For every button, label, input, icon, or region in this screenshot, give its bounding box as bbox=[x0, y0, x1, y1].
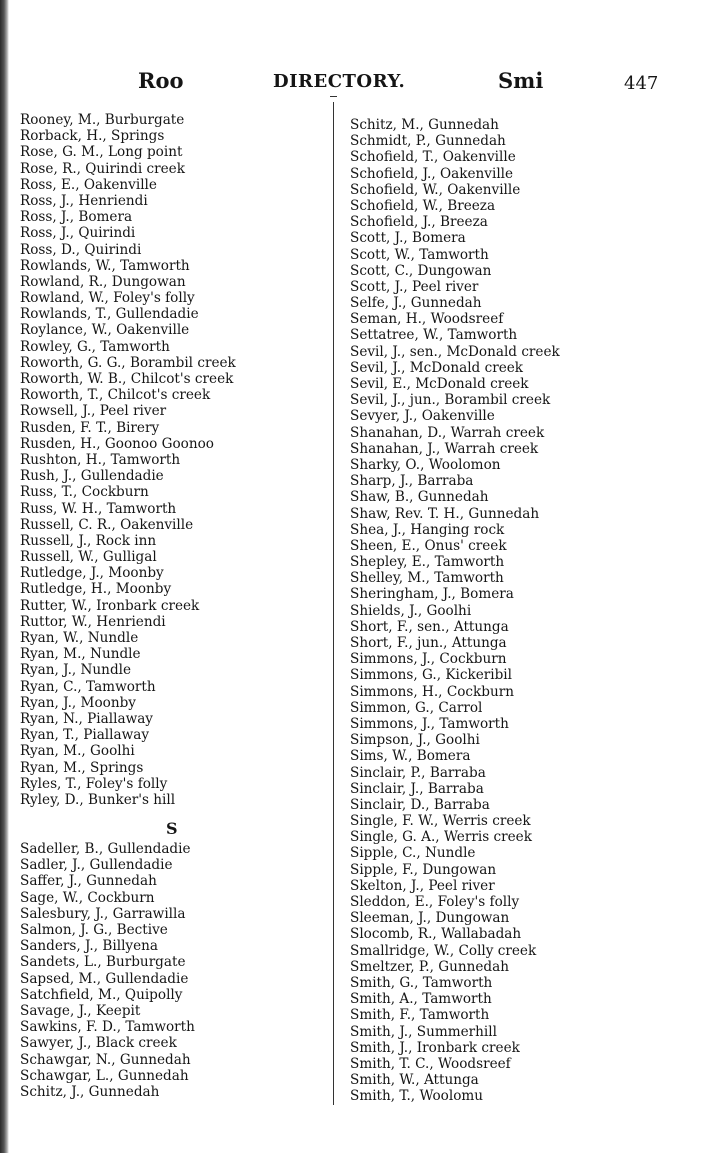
directory-entry: Russell, W., Gulligal bbox=[20, 549, 157, 566]
directory-entry: Smith, G., Tamworth bbox=[350, 974, 493, 991]
directory-entry: Sharp, J., Barraba bbox=[350, 473, 474, 490]
header-left-guide-word: Roo bbox=[138, 68, 184, 93]
left-column bbox=[20, 112, 236, 1100]
directory-entry: Single, G. A., Werris creek bbox=[350, 829, 532, 846]
directory-entry: Ryan, J., Moonby bbox=[20, 694, 136, 711]
directory-entry: Ryan, N., Piallaway bbox=[20, 710, 153, 727]
directory-entry: Rooney, M., Burburgate bbox=[20, 112, 185, 128]
directory-entry: Sevil, J., McDonald creek bbox=[350, 359, 524, 376]
directory-entry: Russ, T., Cockburn bbox=[20, 484, 149, 501]
directory-entry: Sleddon, E., Foley's folly bbox=[350, 894, 520, 910]
directory-entry: Rutter, W., Ironbark creek bbox=[20, 597, 200, 614]
directory-entry: Ryan, W., Nundle bbox=[20, 630, 139, 646]
directory-entry: Smith, J., Summerhill bbox=[350, 1023, 497, 1040]
directory-entry: Smallridge, W., Colly creek bbox=[350, 942, 537, 959]
directory-entry: Roworth, G. G., Borambil creek bbox=[20, 354, 236, 371]
directory-entry: Shelley, M., Tamworth bbox=[350, 570, 504, 587]
header-rule bbox=[330, 96, 337, 97]
directory-entry: Schofield, J., Breeza bbox=[350, 214, 488, 231]
directory-entry: Saffer, J., Gunnedah bbox=[20, 873, 157, 890]
directory-entry: Sadeller, B., Gullendadie bbox=[20, 841, 191, 858]
directory-entry: Sawkins, F. D., Tamworth bbox=[20, 1019, 195, 1036]
directory-entry: Sevil, J., jun., Borambil creek bbox=[350, 392, 551, 409]
directory-entry: Rusden, F. T., Birery bbox=[20, 419, 160, 436]
directory-entry: Shepley, E., Tamworth bbox=[350, 554, 505, 571]
directory-entry: Savage, J., Keepit bbox=[20, 1002, 141, 1019]
directory-entry: Schawgar, L., Gunnedah bbox=[20, 1067, 189, 1084]
directory-entry: Rose, G. M., Long point bbox=[20, 144, 183, 161]
directory-entry: Schmidt, P., Gunnedah bbox=[350, 133, 506, 150]
directory-entry: Satchfield, M., Quipolly bbox=[20, 986, 183, 1003]
directory-entry: Russ, W. H., Tamworth bbox=[20, 500, 177, 517]
directory-entry: Rose, R., Quirindi creek bbox=[20, 160, 185, 177]
directory-entry: Smith, F., Tamworth bbox=[350, 1007, 490, 1024]
directory-entry: Scott, J., Bomera bbox=[350, 230, 466, 247]
directory-entry: Schawgar, N., Gunnedah bbox=[20, 1051, 191, 1068]
directory-entry: Skelton, J., Peel river bbox=[350, 877, 495, 894]
section-spacer bbox=[20, 808, 236, 817]
directory-entry: Simmons, J., Cockburn bbox=[350, 651, 507, 668]
directory-entry: Roworth, T., Chilcot's creek bbox=[20, 387, 211, 404]
directory-entry: Roylance, W., Oakenville bbox=[20, 322, 190, 339]
directory-entry: Shields, J., Goolhi bbox=[350, 602, 472, 619]
directory-entry: Sheringham, J., Bomera bbox=[350, 586, 514, 603]
directory-entry: Ross, J., Henriendi bbox=[20, 192, 148, 209]
directory-entry: Shaw, B., Gunnedah bbox=[350, 489, 489, 506]
directory-entry: Smith, W., Attunga bbox=[350, 1072, 479, 1089]
header-title: DIRECTORY. bbox=[273, 71, 406, 92]
directory-entry: Schitz, J., Gunnedah bbox=[20, 1083, 160, 1100]
directory-entry: Sage, W., Cockburn bbox=[20, 889, 155, 906]
directory-entry: Schofield, W., Oakenville bbox=[350, 181, 521, 198]
directory-entry: Sinclair, D., Barraba bbox=[350, 796, 490, 813]
directory-entry: Schofield, T., Oakenville bbox=[350, 149, 516, 166]
directory-entry: Scott, J., Peel river bbox=[350, 278, 479, 295]
directory-entry: Rowsell, J., Peel river bbox=[20, 403, 167, 420]
directory-entry: Russell, C. R., Oakenville bbox=[20, 516, 194, 533]
right-column bbox=[350, 117, 560, 1104]
directory-entry: Sinclair, P., Barraba bbox=[350, 764, 486, 781]
directory-entry: Ross, J., Bomera bbox=[20, 209, 133, 226]
directory-entry: Rutledge, J., Moonby bbox=[20, 565, 164, 582]
directory-entry: Rushton, H., Tamworth bbox=[20, 451, 181, 468]
directory-entry: Ross, D., Quirindi bbox=[20, 241, 142, 258]
directory-entry: Sawyer, J., Black creek bbox=[20, 1035, 177, 1052]
directory-entry: Seman, H., Woodsreef bbox=[350, 311, 504, 328]
directory-entry: Ryan, M., Nundle bbox=[20, 646, 141, 663]
directory-entry: Shanahan, D., Warrah creek bbox=[350, 424, 545, 441]
directory-entry: Roworth, W. B., Chilcot's creek bbox=[20, 371, 234, 387]
directory-entry: Sanders, J., Billyena bbox=[20, 938, 159, 955]
directory-entry: Rowlands, W., Tamworth bbox=[20, 257, 190, 274]
directory-entry: Scott, C., Dungowan bbox=[350, 262, 492, 279]
directory-entry: Sinclair, J., Barraba bbox=[350, 780, 484, 797]
directory-entry: Rusden, H., Goonoo Goonoo bbox=[20, 435, 214, 452]
directory-entry: Simmons, J., Tamworth bbox=[350, 715, 509, 732]
directory-entry: Settatree, W., Tamworth bbox=[350, 327, 518, 344]
directory-entry: Salesbury, J., Garrawilla bbox=[20, 905, 186, 922]
directory-entry: Ruttor, W., Henriendi bbox=[20, 613, 166, 630]
directory-entry: Sandets, L., Burburgate bbox=[20, 954, 186, 971]
section-letter: S bbox=[166, 819, 178, 839]
directory-entry: Ryan, M., Goolhi bbox=[20, 743, 135, 760]
directory-entry: Sevyer, J., Oakenville bbox=[350, 408, 495, 425]
directory-entry: Ryles, T., Foley's folly bbox=[20, 775, 168, 792]
directory-entry: Schofield, J., Oakenville bbox=[350, 165, 514, 182]
directory-entry: Ross, E., Oakenville bbox=[20, 176, 157, 193]
directory-entry: Rowlands, T., Gullendadie bbox=[20, 306, 199, 323]
directory-entry: Sims, W., Bomera bbox=[350, 748, 471, 765]
directory-entry: Simmons, H., Cockburn bbox=[350, 683, 514, 700]
directory-entry: Sevil, J., sen., McDonald creek bbox=[350, 343, 560, 360]
directory-entry: Shanahan, J., Warrah creek bbox=[350, 440, 539, 457]
directory-entry: Salmon, J. G., Bective bbox=[20, 922, 168, 938]
column-divider bbox=[333, 102, 334, 1105]
directory-entry: Rutledge, H., Moonby bbox=[20, 581, 172, 598]
directory-entry: Smith, A., Tamworth bbox=[350, 991, 492, 1008]
directory-entry: Shea, J., Hanging rock bbox=[350, 521, 505, 538]
directory-entry: Rowland, W., Foley's folly bbox=[20, 290, 195, 307]
directory-entry: Sadler, J., Gullendadie bbox=[20, 857, 173, 874]
directory-entry: Shaw, Rev. T. H., Gunnedah bbox=[350, 505, 540, 522]
directory-entry: Single, F. W., Werris creek bbox=[350, 813, 531, 830]
directory-entry: Schitz, M., Gunnedah bbox=[350, 117, 499, 133]
directory-entry: Sheen, E., Onus' creek bbox=[350, 537, 507, 554]
directory-entry: Short, F., jun., Attunga bbox=[350, 635, 507, 651]
directory-entry: Slocomb, R., Wallabadah bbox=[350, 926, 522, 943]
directory-entry: Smith, T. C., Woodsreef bbox=[350, 1055, 511, 1072]
directory-entry: Rush, J., Gullendadie bbox=[20, 468, 164, 485]
directory-entry: Simmon, G., Carrol bbox=[350, 699, 483, 716]
directory-entry: Rorback, H., Springs bbox=[20, 128, 165, 145]
directory-entry: Ross, J., Quirindi bbox=[20, 225, 136, 242]
page-number: 447 bbox=[624, 73, 659, 94]
directory-entry: Sharky, O., Woolomon bbox=[350, 456, 501, 473]
directory-entry: Simmons, G., Kickeribil bbox=[350, 667, 512, 684]
header-right-guide-word: Smi bbox=[498, 68, 544, 93]
directory-entry: Sipple, C., Nundle bbox=[350, 845, 476, 862]
directory-entry: Schofield, W., Breeza bbox=[350, 197, 496, 214]
directory-entry: Ryan, M., Springs bbox=[20, 759, 144, 776]
directory-entry: Sipple, F., Dungowan bbox=[350, 861, 497, 878]
page-binding-edge bbox=[0, 0, 9, 1153]
directory-entry: Sapsed, M., Gullendadie bbox=[20, 970, 189, 987]
directory-entry: Sleeman, J., Dungowan bbox=[350, 910, 510, 927]
directory-entry: Ryley, D., Bunker's hill bbox=[20, 791, 176, 808]
directory-entry: Ryan, T., Piallaway bbox=[20, 727, 150, 744]
directory-entry: Simpson, J., Goolhi bbox=[350, 732, 480, 749]
directory-entry: Sevil, E., McDonald creek bbox=[350, 376, 529, 392]
directory-entry: Scott, W., Tamworth bbox=[350, 246, 489, 263]
directory-entry: Smith, T., Woolomu bbox=[350, 1088, 484, 1105]
directory-entry: Ryan, J., Nundle bbox=[20, 662, 132, 679]
directory-entry: Short, F., sen., Attunga bbox=[350, 618, 509, 635]
directory-entry: Russell, J., Rock inn bbox=[20, 532, 157, 549]
directory-entry: Ryan, C., Tamworth bbox=[20, 678, 156, 695]
directory-entry: Smith, J., Ironbark creek bbox=[350, 1039, 520, 1056]
directory-entry: Selfe, J., Gunnedah bbox=[350, 295, 482, 312]
directory-entry: Rowley, G., Tamworth bbox=[20, 338, 170, 355]
directory-entry: Rowland, R., Dungowan bbox=[20, 273, 186, 290]
directory-entry: Smeltzer, P., Gunnedah bbox=[350, 958, 509, 975]
